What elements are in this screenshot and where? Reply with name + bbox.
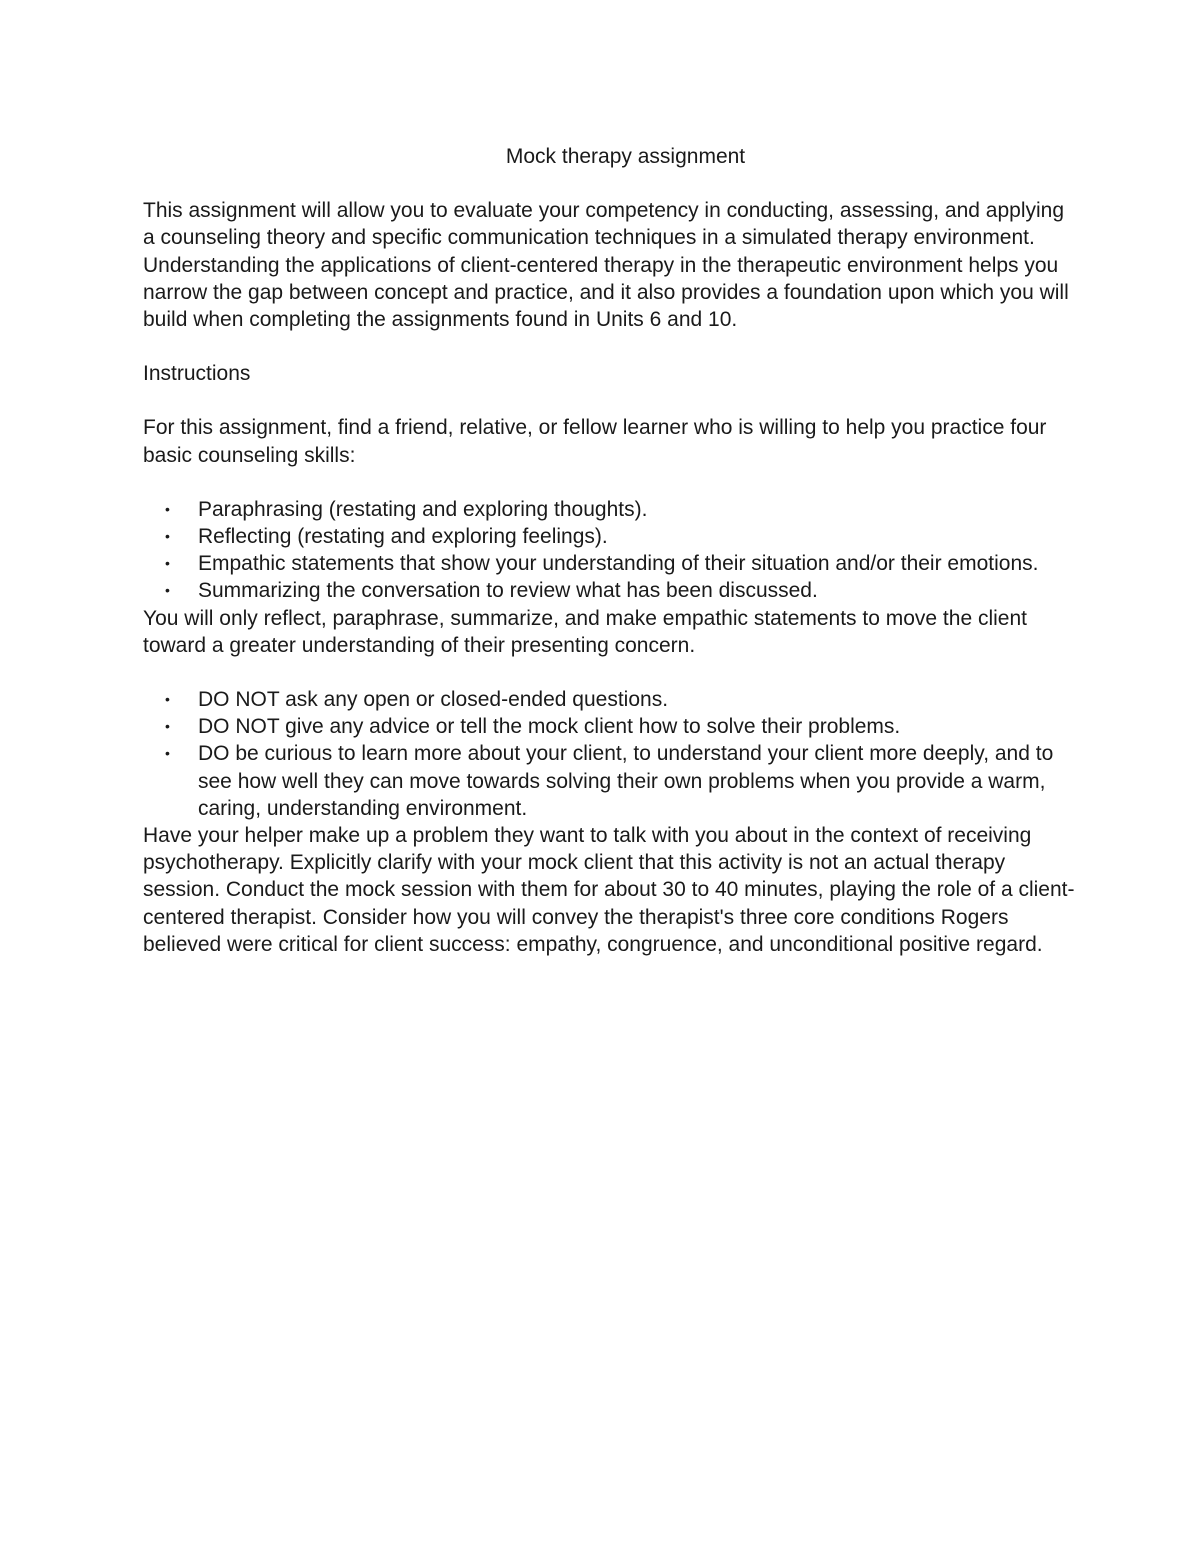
list-item-text: DO NOT give any advice or tell the mock client how to solve their problems. [198, 715, 901, 739]
bullet-icon: • [165, 718, 170, 735]
bullet-icon: • [165, 582, 170, 599]
list-item-text: Summarizing the conversation to review what has been discussed. [198, 579, 818, 603]
rules-list [143, 686, 1078, 822]
list-item-text: DO be curious to learn more about your client, to understand your client more deeply, and to see how well they can move towards solving their own problems when you provide a warm, caring, understanding environment. [198, 742, 1054, 820]
skills-list [143, 496, 1078, 605]
bullet-icon: • [165, 745, 170, 762]
bullet-icon: • [165, 528, 170, 545]
instructions-intro-paragraph: For this assignment, find a friend, relative, or fellow learner who is willing to help you practice four basic counseling skills: [143, 416, 1047, 467]
skills-followup-paragraph: You will only reflect, paraphrase, summarize, and make empathic statements to move the client toward a greater understanding of their presenting concern. [143, 606, 1027, 657]
list-item-text: DO NOT ask any open or closed-ended questions. [198, 688, 669, 712]
list-item-text: Paraphrasing (restating and exploring thoughts). [198, 497, 648, 521]
intro-paragraph: This assignment will allow you to evaluate your competency in conducting, assessing, and applying a counseling theory and specific communication techniques in a simulated therapy environment. Understanding the applications of client-centered therapy in the therapeutic environment helps you narrow the gap between concept and practice, and it also provides a foundation upon which you will build when completing the assignments found in Units 6 and 10. [143, 199, 1069, 332]
document-body [143, 143, 1078, 958]
bullet-icon: • [165, 555, 170, 572]
list-item [143, 686, 1078, 713]
list-item-text: Empathic statements that show your understanding of their situation and/or their emotions. [198, 552, 1039, 576]
list-item [143, 577, 1078, 604]
list-item [143, 740, 1078, 822]
bullet-icon: • [165, 500, 170, 517]
instructions-heading: Instructions [143, 362, 251, 386]
list-item [143, 523, 1078, 550]
list-item [143, 496, 1078, 523]
list-item-text: Reflecting (restating and exploring feelings). [198, 525, 608, 549]
closing-paragraph: Have your helper make up a problem they want to talk with you about in the context of receiving psychotherapy. Explicitly clarify with your mock client that this activity is not an actual therapy session. Conduct the mock session with them for about 30 to 40 minutes, playing the role of a client-centered therapist. Consider how you will convey the therapist's three core conditions Rogers believed were critical for client success: empathy, congruence, and unconditional positive regard. [143, 824, 1075, 956]
bullet-icon: • [165, 691, 170, 708]
list-item [143, 550, 1078, 577]
document-title: Mock therapy assignment [505, 145, 746, 168]
list-item [143, 713, 1078, 740]
